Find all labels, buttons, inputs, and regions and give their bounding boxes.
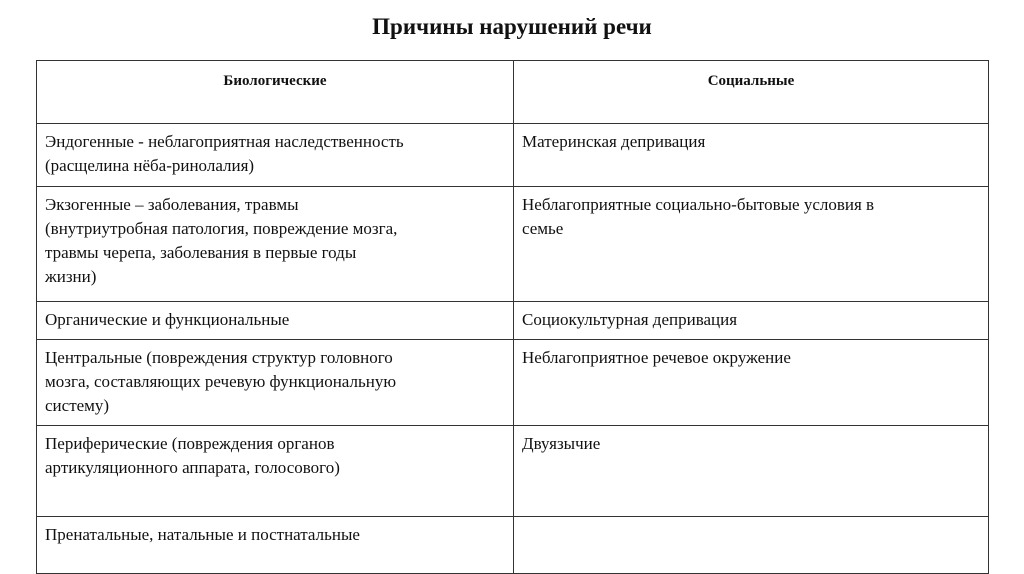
biological-cell bbox=[37, 517, 514, 574]
cell-text-line: Периферические (повреждения органов bbox=[45, 434, 335, 453]
social-cell bbox=[514, 302, 989, 340]
table-row bbox=[37, 426, 989, 517]
social-cell bbox=[514, 124, 989, 187]
cell-text-line: Неблагоприятные социально-бытовые условия в bbox=[522, 195, 875, 214]
cell-text-line: Центральные (повреждения структур головного bbox=[45, 348, 393, 367]
cell-text-line: (внутриутробная патология, повреждение мозга, bbox=[45, 219, 398, 238]
table-row bbox=[37, 124, 989, 187]
cell-text-line: систему) bbox=[45, 396, 110, 415]
cell-text-line: мозга, составляющих речевую функциональную bbox=[45, 372, 397, 391]
cell-text-line: Материнская депривация bbox=[522, 132, 706, 151]
biological-cell bbox=[37, 124, 514, 187]
table-row bbox=[37, 340, 989, 426]
cell-text-line: Двуязычие bbox=[522, 434, 601, 453]
cell-text-line: Экзогенные – заболевания, травмы bbox=[45, 195, 299, 214]
cell-text-line: семье bbox=[522, 219, 564, 238]
header-social: Социальные bbox=[514, 61, 989, 124]
cell-text-line: жизни) bbox=[45, 267, 97, 286]
page-title: Причины нарушений речи bbox=[372, 14, 652, 39]
social-cell bbox=[514, 340, 989, 426]
biological-cell bbox=[37, 302, 514, 340]
cell-text-line: артикуляционного аппарата, голосового) bbox=[45, 458, 340, 477]
cell-text-line: травмы черепа, заболевания в первые годы bbox=[45, 243, 357, 262]
cell-text-line: Эндогенные - неблагоприятная наследственность bbox=[45, 132, 404, 151]
table-header-row bbox=[37, 61, 989, 124]
cell-text-line: (расщелина нёба-ринолалия) bbox=[45, 156, 255, 175]
social-cell bbox=[514, 517, 989, 574]
causes-table bbox=[36, 60, 989, 574]
header-biological: Биологические bbox=[37, 61, 514, 124]
social-cell bbox=[514, 187, 989, 302]
biological-cell bbox=[37, 340, 514, 426]
cell-text-line: Органические и функциональные bbox=[45, 310, 290, 329]
cell-text-line: Социокультурная депривация bbox=[522, 310, 738, 329]
cell-text-line: Неблагоприятное речевое окружение bbox=[522, 348, 791, 367]
cell-text-line: Пренатальные, натальные и постнатальные bbox=[45, 525, 360, 544]
biological-cell bbox=[37, 187, 514, 302]
table-row bbox=[37, 302, 989, 340]
table-row bbox=[37, 187, 989, 302]
social-cell bbox=[514, 426, 989, 517]
biological-cell bbox=[37, 426, 514, 517]
table-row bbox=[37, 517, 989, 574]
